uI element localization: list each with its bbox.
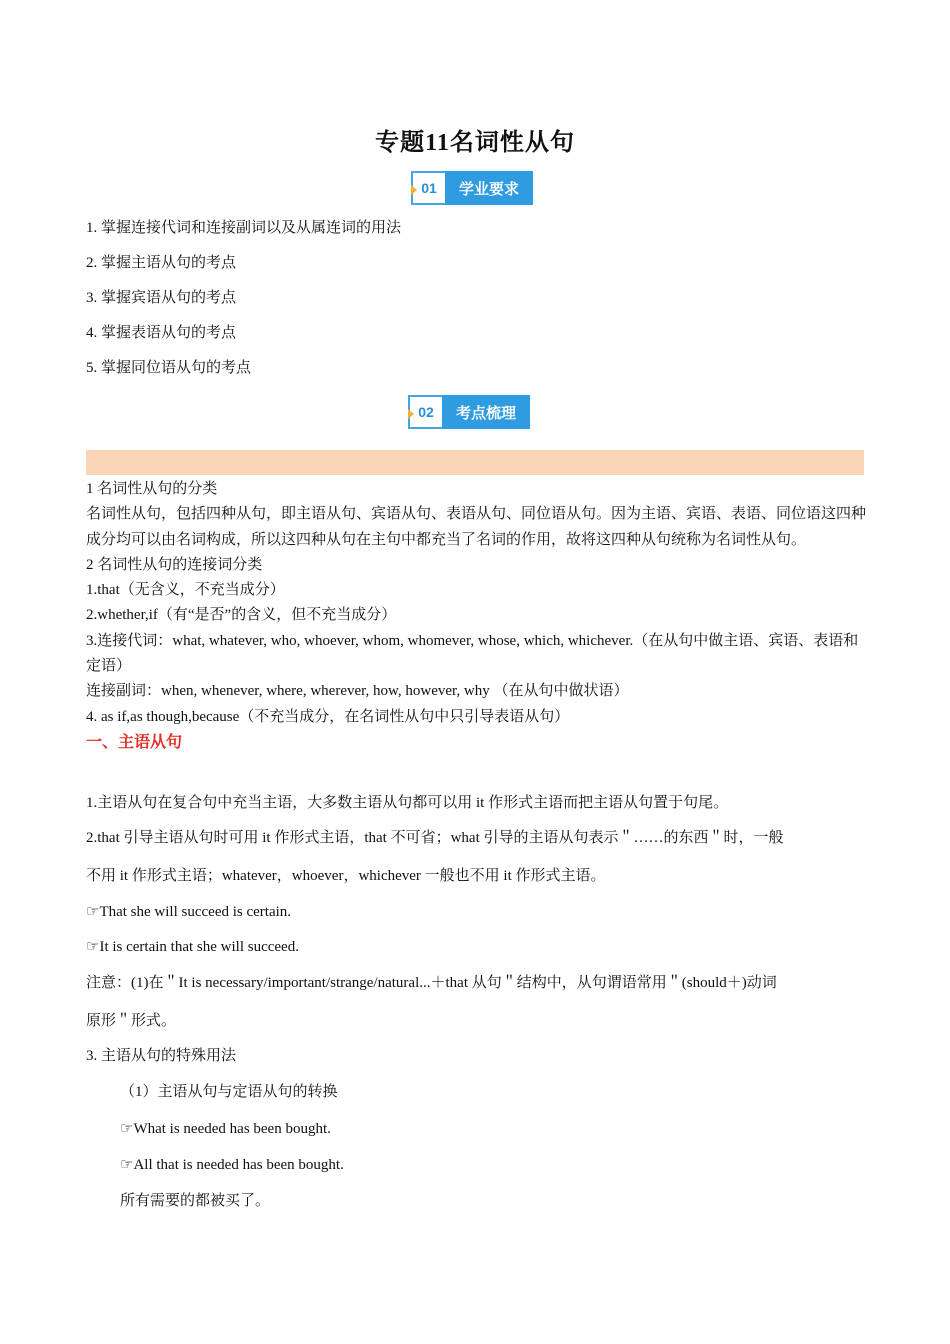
subheading: 2 名词性从句的连接词分类 [86,556,263,573]
paragraph: 4. as if,as though,because（不充当成分，在名词性从句中只引导表语从句） [86,708,570,725]
badge-label: 考点梳理 [442,395,530,429]
requirement-item: 2. 掌握主语从句的考点 [86,255,237,271]
requirement-item: 5. 掌握同位语从句的考点 [86,360,252,376]
paragraph: 1.主语从句在复合句中充当主语，大多数主语从句都可以用 it 作形式主语而把主语从句置于句尾。 [86,795,729,811]
subheading: 1 名词性从句的分类 [86,481,218,497]
section-badge-requirements [411,171,533,205]
badge-number: 02 [408,395,442,429]
paragraph: 2.that 引导主语从句时可用 it 作形式主语，that 不可省；what 引导的主语从句表示＂……的东西＂时，一般 [86,830,784,846]
translation: 所有需要的都被买了。 [120,1193,271,1209]
paragraph: 不用 it 作形式主语；whatever，whoever，whichever 一般也不用 it 作形式主语。 [86,868,606,884]
badge-label: 学业要求 [445,171,533,205]
note: 注意：(1)在＂It is necessary/important/strange/natural...＋that 从句＂结构中，从句谓语常用＂(should＋)动词 [86,975,777,991]
requirement-item: 3. 掌握宾语从句的考点 [86,290,237,306]
example-sentence: ☞What is needed has been bought. [120,1121,331,1137]
requirement-item: 1. 掌握连接代词和连接副词以及从属连词的用法 [86,220,402,236]
paragraph: 名词性从句，包括四种从句，即主语从句、宾语从句、表语从句、同位语从句。因为主语、宾语、表语、同位语这四种成分均可以由名词构成，所以这四种从句在主句中都充当了名词的作用，故将这四种从句统称为名词性从句。 [86,506,867,548]
badge-number: 01 [411,171,445,205]
subheading: 3. 主语从句的特殊用法 [86,1048,237,1064]
paragraph: 连接副词：when, whenever, where, wherever, how, however, why （在从句中做状语） [86,683,629,700]
note: 原形＂形式。 [86,1013,177,1029]
paragraph: 3.连接代词：what, whatever, who, whoever, whom, whomever, whose, which, whichever.（在从句中做主语、宾语、表语和定语） [86,632,859,675]
page-title: 专题11名词性从句 [375,130,575,156]
paragraph: 2.whether,if（有“是否”的含义，但不充当成分） [86,607,397,624]
example-sentence: ☞It is certain that she will succeed. [86,939,299,955]
content-block [86,477,866,755]
paragraph: 1.that（无含义，不充当成分） [86,582,285,599]
subheading: （1）主语从句与定语从句的转换 [120,1084,338,1100]
requirement-item: 4. 掌握表语从句的考点 [86,325,237,341]
section-heading: 一、主语从句 [86,733,183,751]
example-sentence: ☞That she will succeed is certain. [86,904,292,920]
example-sentence: ☞All that is needed has been bought. [120,1157,344,1173]
section-badge-key-points [408,395,530,429]
highlight-bar [86,450,864,475]
